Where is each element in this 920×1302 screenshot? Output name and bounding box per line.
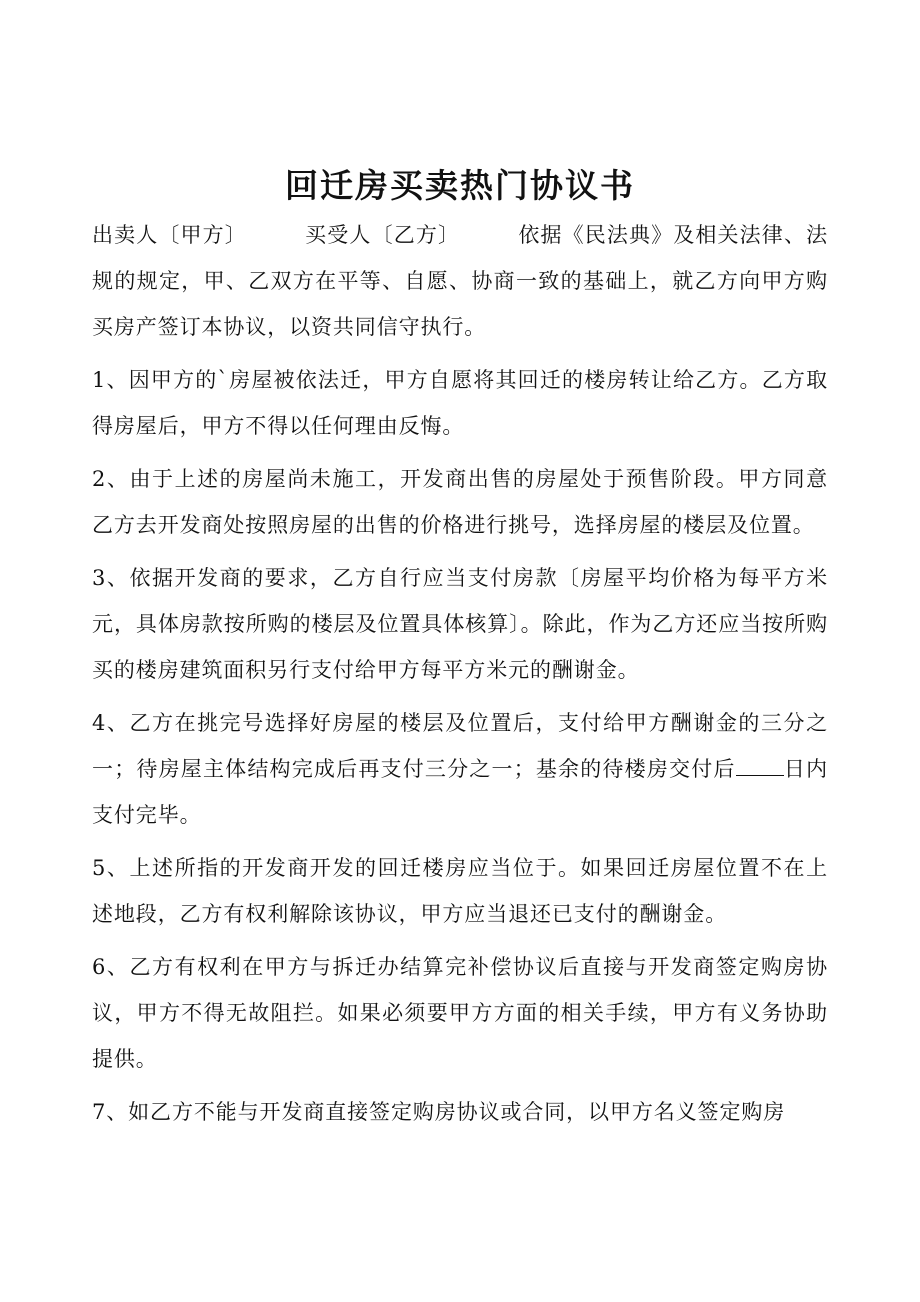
document-body [92,212,828,1142]
clause-5: 5、上述所指的开发商开发的回迁楼房应当位于。如果回迁房屋位置不在上述地段，乙方有权利解除该协议，甲方应当退还已支付的酬谢金。 [92,856,828,926]
clause-2: 2、由于上述的房屋尚未施工，开发商出售的房屋处于预售阶段。甲方同意乙方去开发商处按照房屋的出售的价格进行挑号，选择房屋的楼层及位置。 [92,467,828,537]
clause-4-tail: 日内支付完毕。 [92,757,828,827]
clause-7: 7、如乙方不能与开发商直接签定购房协议或合同，以甲方名义签定购房 [92,1100,786,1124]
clause-1: 1、因甲方的`房屋被依法迁，甲方自愿将其回迁的楼房转让给乙方。乙方取得房屋后，甲方不得以任何理由反悔。 [92,368,828,438]
clause-4-text: 4、乙方在挑完号选择好房屋的楼层及位置后，支付给甲方酬谢金的三分之一；待房屋主体结构完成后再支付三分之一；基余的待楼房交付后 [92,711,828,781]
intro-text: 依据《民法典》及相关法律、法规的规定，甲、乙双方在平等、自愿、协商一致的基础上，就乙方向甲方购买房产签订本协议，以资共同信守执行。 [92,223,828,339]
clause-4 [92,700,828,838]
clause-6: 6、乙方有权利在甲方与拆迁办结算完补偿协议后直接与开发商签定购房协议，甲方不得无故阻拦。如果必须要甲方方面的相关手续，甲方有义务协助提供。 [92,955,828,1071]
fill-in-blank [736,755,784,776]
document-title: 回迁房买卖热门协议书 [285,166,635,205]
intro-paragraph [92,212,828,350]
clause-3: 3、依据开发商的要求，乙方自行应当支付房款〔房屋平均价格为每平方米元，具体房款按所购的楼层及位置具体核算〕。除此，作为乙方还应当按所购买的楼房建筑面积另行支付给甲方每平方米元的酬谢金。 [92,566,828,682]
buyer-label: 买受人〔乙方〕 [304,223,461,247]
seller-label: 出卖人〔甲方〕 [92,223,247,247]
